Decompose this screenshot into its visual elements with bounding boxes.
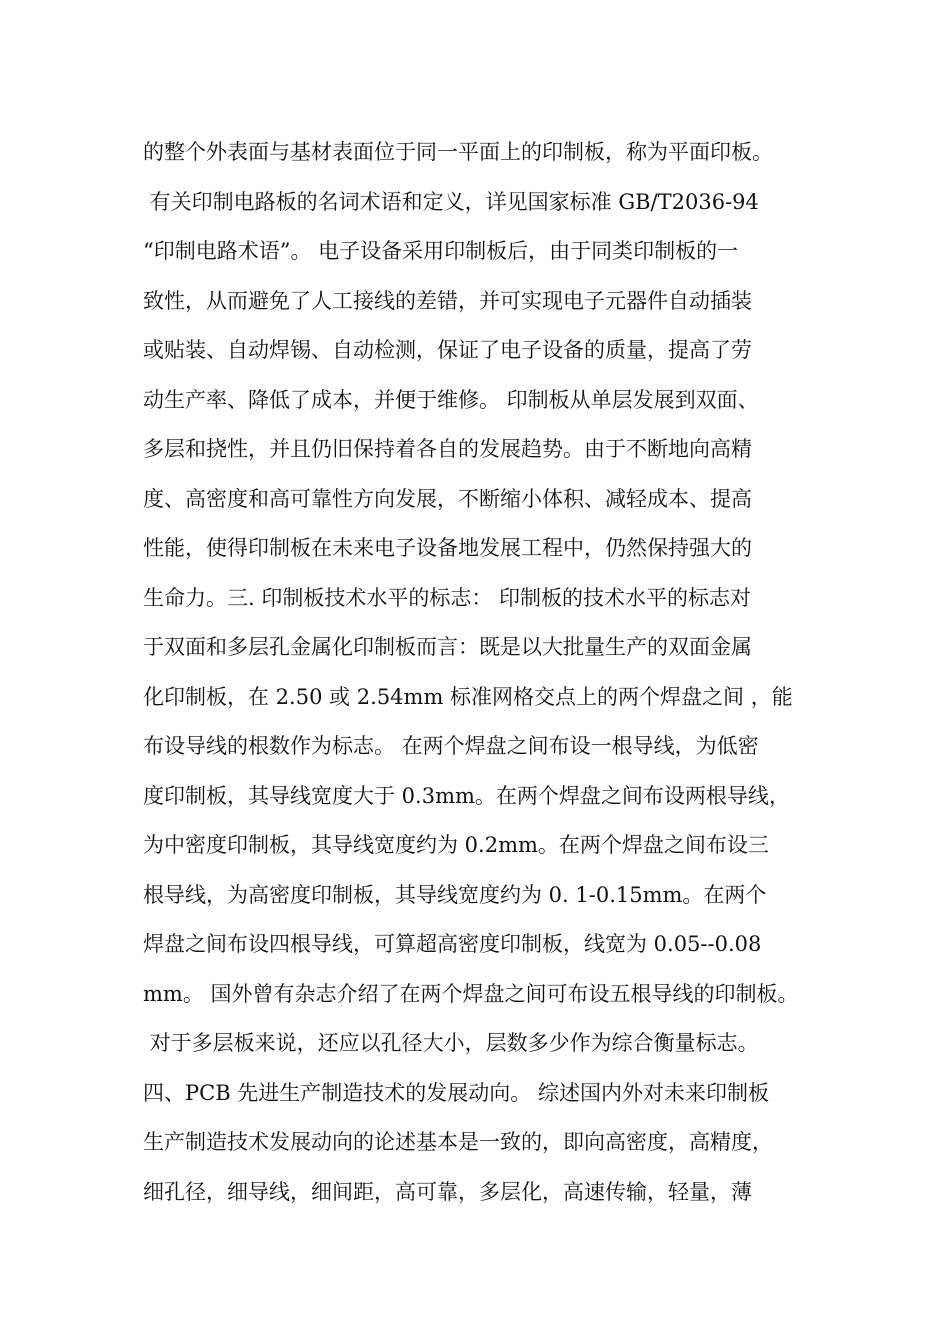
text-line: 致性，从而避免了人工接线的差错，并可实现电子元器件自动插装 [143,288,752,313]
text-line: 布设导线的根数作为标志。 在两个焊盘之间布设一根导线，为低密 [143,734,759,758]
text-line: 为中密度印制板，其导线宽度约为 0.2mm。在两个焊盘之间布设三 [143,833,769,857]
text-line: 根导线，为高密度印制板，其导线宽度约为 0. 1-0.15mm。在两个 [143,882,767,907]
text-line: 或贴装、自动焊锡、自动检测，保证了电子设备的质量，提高了劳 [143,338,752,362]
text-line: 生产制造技术发展动向的论述基本是一致的，即向高密度，高精度， [143,1130,773,1154]
text-line: 度、高密度和高可靠性方向发展，不断缩小体积、减轻成本、提高 [143,486,752,511]
text-line: 于双面和多层孔金属化印制板而言：既是以大批量生产的双面金属 [143,635,752,659]
text-line: 的整个外表面与基材表面位于同一平面上的印制板，称为平面印板。 [143,140,773,164]
text-line: 有关印制电路板的名词术语和定义，详见国家标准 GB/T2036-94 [143,189,759,214]
text-line: 细孔径，细导线，细间距，高可靠，多层化，高速传输，轻量，薄 [143,1179,752,1204]
body-text [143,128,843,1217]
text-line: 对于多层板来说，还应以孔径大小，层数多少作为综合衡量标志。 [143,1031,759,1055]
text-line: 性能，使得印制板在未来电子设备地发展工程中，仍然保持强大的 [143,536,752,560]
text-line: 焊盘之间布设四根导线，可算超高密度印制板，线宽为 0.05--0.08 [143,932,762,956]
text-line: “印制电路术语”。 电子设备采用印制板后，由于同类印制板的一 [143,239,739,263]
text-line: 四、PCB 先进生产制造技术的发展动向。 综述国内外对未来印制板 [143,1080,769,1105]
text-line: 度印制板，其导线宽度大于 0.3mm。在两个焊盘之间布设两根导线， [143,783,790,808]
text-line: mm。 国外曾有杂志介绍了在两个焊盘之间可布设五根导线的印制板。 [143,981,799,1006]
text-line: 动生产率、降低了成本，并便于维修。 印制板从单层发展到双面、 [143,387,759,412]
text-line: 多层和挠性，并且仍旧保持着各自的发展趋势。由于不断地向高精 [143,437,752,461]
text-line: 生命力。三. 印制板技术水平的标志： 印制板的技术水平的标志对 [143,585,752,610]
text-line: 化印制板，在 2.50 或 2.54mm 标准网格交点上的两个焊盘之间 ，能 [143,684,793,709]
